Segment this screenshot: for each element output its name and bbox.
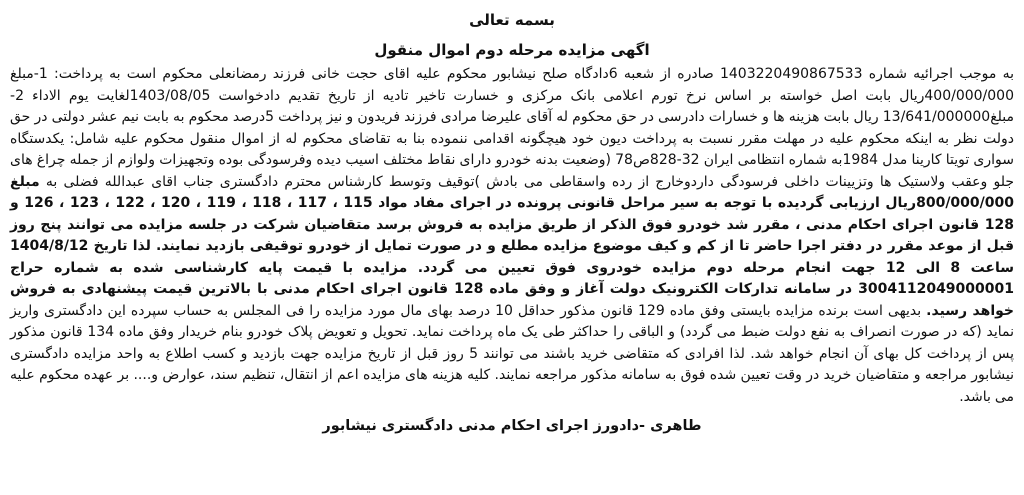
invocation-heading: بسمه تعالی [469, 11, 555, 29]
notice-body-bold: مبلغ 800/000/000ریال ارزیابی گردیده با توجه به سیر مراحل قانونی پرونده در اجرای مفاد مواد 115 ، 117 ، 118 ، 119 ، 120 ، 122 ، 123 ، 126 و 128 قانون اجرای احکام مدنی ، مقرر شد خودرو فوق الذکر از طریق مزایده به فروش برسد متقاضیان شرکت در جلسه مزایده می توانند پنج روز قبل از موعد مقرر در دفتر اجرا حاضر تا از کم و کیف موضوع مزایده مطلع و در صورت تمایل از خودرو توقیفی بازدید نمایند. لذا تاریخ 1404/8/12 ساعت 8 الی 12 جهت انجام مرحله دوم مزایده خودروی فوق تعیین می گردد. مزایده با قیمت پایه کارشناسی شده به شماره حراج 3004112049000001 در سامانه تدارکات الکترونیک دولت آغاز و وفق ماده 128 قانون اجرای احکام مدنی با بالاترین قیمت پیشنهادی به فروش خواهد رسید. [10, 173, 1015, 319]
signature-line: طاهری -دادورز اجرای احکام مدنی دادگستری نیشابور [322, 418, 702, 434]
notice-body-part2: بدیهی است برنده مزایده بایستی وفق ماده 129 قانون مذکور حداقل 10 درصد بهای مال مورد مزایده را فی المجلس به حساب سپرده این دادگستری واریز نماید (که در صورت انصراف به نفع دولت ضبط می گردد) و الباقی را حداکثر طی یک ماه پرداخت نماید. تحویل و تعویض پلاک خودرو بنام خریدار وفق ماده 134 قانون مذکور پس از پرداخت کل بهای آن انجام خواهد شد. لذا افرادی که متقاضی خرید باشند می توانند 5 روز قبل از تاریخ مزایده جهت بازدید و کسب اطلاع به واحد مزایده دادگستری نیشابور مراجعه و متقاضیان خرید در وقت تعیین شده فوق به سامانه مذکور مراجعه نمایند. کلیه هزینه های مزایده اعم از انتقال، تنظیم سند، عوارض و.... بر عهده محکوم علیه می باشد. [10, 302, 1014, 405]
notice-body [10, 64, 1014, 408]
notice-body-part1: به موجب اجرائیه شماره 1403220490867533 صادره از شعبه 6دادگاه صلح نیشابور محکوم علیه اقای حجت خانی فرزند رمضانعلی محکوم است به پرداخت: 1-مبلغ 400/000/000ریال بابت اصل خواسته بر اساس نرخ تورم اعلامی بانک مرکزی و خسارت تاخیر تادیه از تاریخ تقدیم دادخواست 1403/08/05لغایت یوم الاداء 2-مبلغ13/641/000000 ریال بابت هزینه ها و خسارات دادرسی در حق محکوم له آقای علیرضا مرادی فرزند فریدون و نیز پرداخت 5درصد محکوم به بابت نیم عشر دولتی در حق دولت نظر به اینکه محکوم علیه در مهلت مقرر نسبت به پرداخت دیون خود هیچگونه اقدامی ننموده بنا به تقاضای محکوم له از اموال منقول محکوم علیه شامل: یکدستگاه سواری تویتا کارینا مدل 1984به شماره انتظامی ایران 32-828ص78 (وضعیت بدنه خودرو دارای نقاط مختلف اسیب دیده وفرسودگی بوده وتجهیزات ولوازم از جمله چراغ های جلو وعقب ولاستیک ها وتزیینات داخلی فرسودگی داردوخارج از رده واسقاطی می بادش )توقیف وتوسط کارشناس محترم دادگستری جناب اقای عبدالله فضلی به [10, 66, 1015, 190]
notice-title: اگهی مزایده مرحله دوم اموال منقول [374, 41, 650, 59]
